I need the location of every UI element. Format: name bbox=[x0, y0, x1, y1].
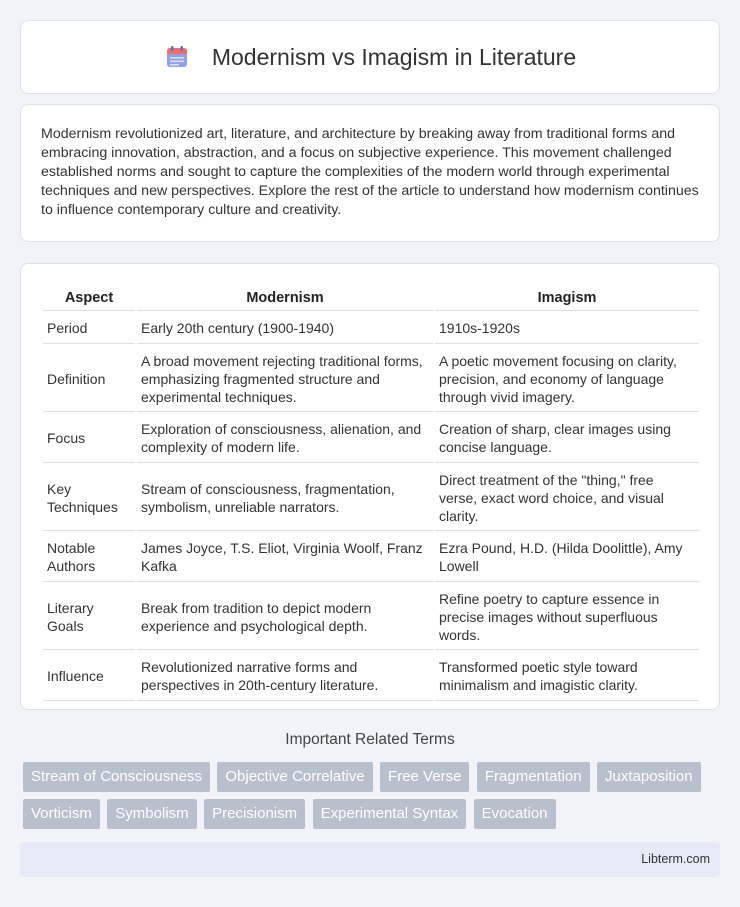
cell-modernism: James Joyce, T.S. Eliot, Virginia Woolf, Franz Kafka bbox=[137, 533, 433, 582]
header-modernism: Modernism bbox=[137, 286, 433, 311]
table-row bbox=[43, 346, 699, 412]
cell-imagism: Ezra Pound, H.D. (Hilda Doolittle), Amy Lowell bbox=[435, 533, 699, 582]
cell-aspect: Key Techniques bbox=[43, 465, 135, 531]
table-row bbox=[43, 313, 699, 344]
related-terms-list bbox=[23, 762, 713, 836]
intro-card bbox=[20, 104, 720, 242]
cell-imagism: Direct treatment of the "thing," free verse, exact word choice, and visual clarity. bbox=[435, 465, 699, 531]
cell-imagism: 1910s-1920s bbox=[435, 313, 699, 344]
related-term-tag[interactable]: Fragmentation bbox=[477, 762, 590, 792]
intro-text: Modernism revolutionized art, literature, and architecture by breaking away from traditional forms and embracing innovation, abstraction, and a focus on subjective experience. This movement challenged established norms and sought to capture the complexities of the modern world through experimental techniques and new perspectives. Explore the rest of the article to understand how modernism continues to influence contemporary culture and creativity. bbox=[41, 126, 699, 218]
cell-aspect: Definition bbox=[43, 346, 135, 412]
cell-modernism: Revolutionized narrative forms and perspectives in 20th-century literature. bbox=[137, 652, 433, 701]
cell-aspect: Focus bbox=[43, 414, 135, 463]
cell-modernism: Exploration of consciousness, alienation, and complexity of modern life. bbox=[137, 414, 433, 463]
related-term-tag[interactable]: Juxtaposition bbox=[597, 762, 701, 792]
related-term-tag[interactable]: Evocation bbox=[474, 799, 556, 829]
table-row bbox=[43, 414, 699, 463]
related-term-tag[interactable]: Objective Correlative bbox=[217, 762, 372, 792]
footer bbox=[20, 842, 720, 877]
cell-aspect: Influence bbox=[43, 652, 135, 701]
cell-imagism: Creation of sharp, clear images using concise language. bbox=[435, 414, 699, 463]
cell-aspect: Notable Authors bbox=[43, 533, 135, 582]
cell-aspect: Period bbox=[43, 313, 135, 344]
footer-site-link[interactable]: Libterm.com bbox=[641, 852, 710, 866]
related-term-tag[interactable]: Stream of Consciousness bbox=[23, 762, 210, 792]
cell-modernism: A broad movement rejecting traditional forms, emphasizing fragmented structure and experimental techniques. bbox=[137, 346, 433, 412]
cell-imagism: Refine poetry to capture essence in precise images without superfluous words. bbox=[435, 584, 699, 650]
comparison-table bbox=[41, 284, 701, 703]
header-aspect: Aspect bbox=[43, 286, 135, 311]
related-terms-title: Important Related Terms bbox=[285, 731, 455, 748]
title-card bbox=[20, 20, 720, 94]
table-row bbox=[43, 652, 699, 701]
table-row bbox=[43, 584, 699, 650]
cell-modernism: Early 20th century (1900-1940) bbox=[137, 313, 433, 344]
cell-imagism: A poetic movement focusing on clarity, precision, and economy of language through vivid imagery. bbox=[435, 346, 699, 412]
table-row bbox=[43, 465, 699, 531]
cell-imagism: Transformed poetic style toward minimalism and imagistic clarity. bbox=[435, 652, 699, 701]
related-term-tag[interactable]: Free Verse bbox=[380, 762, 469, 792]
table-row bbox=[43, 533, 699, 582]
cell-modernism: Stream of consciousness, fragmentation, symbolism, unreliable narrators. bbox=[137, 465, 433, 531]
table-header-row bbox=[43, 286, 699, 311]
related-term-tag[interactable]: Vorticism bbox=[23, 799, 100, 829]
related-term-tag[interactable]: Precisionism bbox=[204, 799, 305, 829]
related-term-tag[interactable]: Symbolism bbox=[107, 799, 196, 829]
comparison-table-card bbox=[20, 263, 720, 710]
header-imagism: Imagism bbox=[435, 286, 699, 311]
cell-aspect: Literary Goals bbox=[43, 584, 135, 650]
cell-modernism: Break from tradition to depict modern experience and psychological depth. bbox=[137, 584, 433, 650]
page-title: Modernism vs Imagism in Literature bbox=[211, 43, 577, 70]
calendar-icon bbox=[164, 44, 190, 70]
related-term-tag[interactable]: Experimental Syntax bbox=[313, 799, 467, 829]
